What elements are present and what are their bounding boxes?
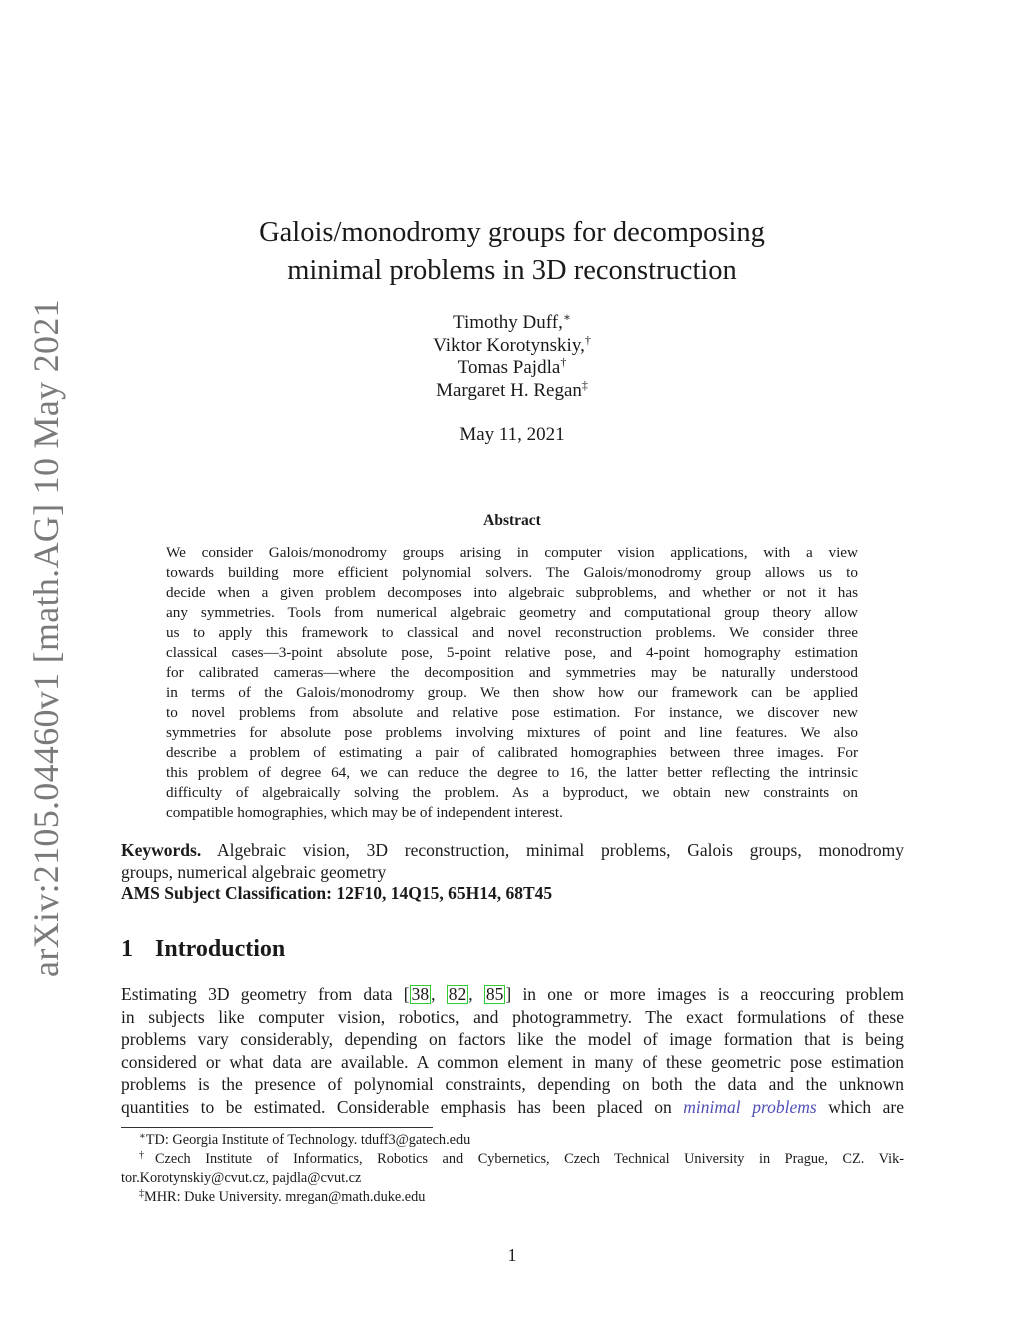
citation-link[interactable]: 85	[485, 984, 504, 1004]
author-name: Timothy Duff,	[453, 312, 563, 333]
arxiv-identifier: arXiv:2105.04460v1 [math.AG] 10 May 2021	[26, 299, 66, 977]
abstract-line: us to apply this framework to classical and novel reconstruction problems. We consider three	[166, 624, 858, 641]
footnote-mark: †	[139, 1150, 155, 1161]
abstract-line: describe a problem of estimating a pair of calibrated homographies between three images. For	[166, 744, 858, 761]
section-title: Introduction	[155, 936, 286, 962]
abstract-line: difficulty of algebraically solving the problem. As a byproduct, we obtain new constraints on	[166, 784, 858, 801]
author-name: Tomas Pajdla	[457, 357, 561, 378]
author-footnote-mark[interactable]: †	[560, 355, 567, 369]
footnotes	[121, 1131, 904, 1207]
footnote-text: Czech Institute of Informatics, Robotics and Cybernetics, Czech Technical University in Prague, CZ. Vik-	[154, 1151, 904, 1167]
arxiv-sidebar-stamp	[22, 299, 70, 977]
keywords-text: Algebraic vision, 3D reconstruction, minimal problems, Galois groups, monodromy	[216, 840, 904, 860]
abstract-line: decide when a given problem decomposes into algebraic subproblems, and whether or not it has	[166, 584, 858, 601]
footnote-mark: ‡	[139, 1188, 144, 1199]
footnote-text: MHR: Duke University. mregan@math.duke.edu	[144, 1189, 426, 1205]
footnote-mark: ∗	[139, 1131, 146, 1142]
keywords-line-1	[121, 839, 904, 861]
author-footnote-mark[interactable]: †	[584, 332, 591, 347]
title-line-2: minimal problems in 3D reconstruction	[287, 255, 737, 286]
author-3	[0, 357, 1024, 380]
ams-classification: AMS Subject Classification: 12F10, 14Q15, 65H14, 68T45	[121, 883, 553, 903]
footnote-divider	[121, 1127, 433, 1128]
author-2	[0, 332, 1024, 358]
page-number: 1	[507, 1245, 517, 1265]
author-4	[0, 377, 1024, 403]
intro-paragraph	[121, 983, 904, 1118]
section-heading	[121, 936, 285, 963]
footnote-text: TD: Georgia Institute of Technology. tduff3@gatech.edu	[145, 1132, 471, 1148]
citation-link[interactable]: 82	[448, 984, 467, 1004]
intro-line-3: problems vary considerably, depending on factors like the model of image formation that is being	[121, 1029, 904, 1049]
intro-text: which are	[828, 1096, 904, 1117]
title-line-1: Galois/monodromy groups for decomposing	[259, 217, 765, 248]
intro-line-6	[121, 1096, 904, 1119]
abstract-line: symmetries for absolute pose problems involving mixtures of point and line features. We also	[166, 724, 858, 741]
minimal-problems-link[interactable]: minimal problems	[683, 1096, 817, 1117]
footnote-2	[121, 1150, 904, 1169]
abstract-line: We consider Galois/monodromy groups arising in computer vision applications, with a view	[166, 544, 858, 561]
abstract-line: to novel problems from absolute and relative pose estimation. For instance, we discover new	[166, 704, 858, 721]
abstract-line: for calibrated cameras—where the decomposition and symmetries may be naturally understood	[166, 664, 858, 681]
intro-line-5: problems is the presence of polynomial constraints, depending on both the data and the unknown	[121, 1074, 904, 1094]
intro-text: quantities to be estimated. Considerable emphasis has been placed on	[121, 1096, 672, 1117]
footnote-2-continuation: tor.Korotynskiy@cvut.cz, pajdla@cvut.cz	[121, 1170, 362, 1186]
abstract-line: this problem of degree 64, we can reduce the degree to 16, the latter better reflecting the intrinsic	[166, 764, 858, 781]
abstract-line: any symmetries. Tools from numerical algebraic geometry and computational group theory allow	[166, 604, 858, 621]
keywords-label: Keywords.	[121, 840, 202, 860]
abstract-line: compatible homographies, which may be of independent interest.	[166, 804, 563, 821]
footnote-3	[121, 1188, 904, 1207]
abstract-line: in terms of the Galois/monodromy group. We then show how our framework can be applied	[166, 684, 858, 701]
author-list	[0, 312, 1024, 402]
intro-text: ] in one or more images is a reoccuring problem	[505, 984, 905, 1004]
author-1	[0, 312, 1024, 335]
section-number: 1	[121, 936, 133, 962]
author-name: Margaret H. Regan	[436, 379, 582, 401]
keywords-line-2: groups, numerical algebraic geometry	[121, 862, 387, 882]
abstract-line: classical cases—3-point absolute pose, 5-point relative pose, and 4-point homography estimation	[166, 644, 858, 661]
footnote-1	[121, 1131, 904, 1150]
intro-line-4: considered or what data are available. A common element in many of these geometric pose estimation	[121, 1051, 904, 1072]
abstract-line: towards building more efficient polynomial solvers. The Galois/monodromy group allows us to	[166, 564, 858, 581]
paper-title	[0, 214, 1024, 290]
keywords-block	[121, 839, 904, 883]
intro-text: Estimating 3D geometry from data [	[121, 984, 410, 1004]
intro-line-1: Estimating 3D geometry from data [ 38 , 82 , 85 ] in one or more images is a reoccuring problem	[121, 984, 905, 1004]
intro-line-2: in subjects like computer vision, robotics, and photogrammetry. The exact formulations of these	[121, 1006, 904, 1027]
citation-link[interactable]: 38	[411, 984, 430, 1004]
author-footnote-mark[interactable]: ‡	[581, 377, 588, 392]
author-name: Viktor Korotynskiy,	[433, 334, 585, 356]
abstract-heading: Abstract	[483, 512, 541, 529]
author-footnote-mark[interactable]: ∗	[562, 310, 571, 324]
paper-date: May 11, 2021	[459, 424, 565, 445]
abstract-body	[166, 543, 858, 823]
